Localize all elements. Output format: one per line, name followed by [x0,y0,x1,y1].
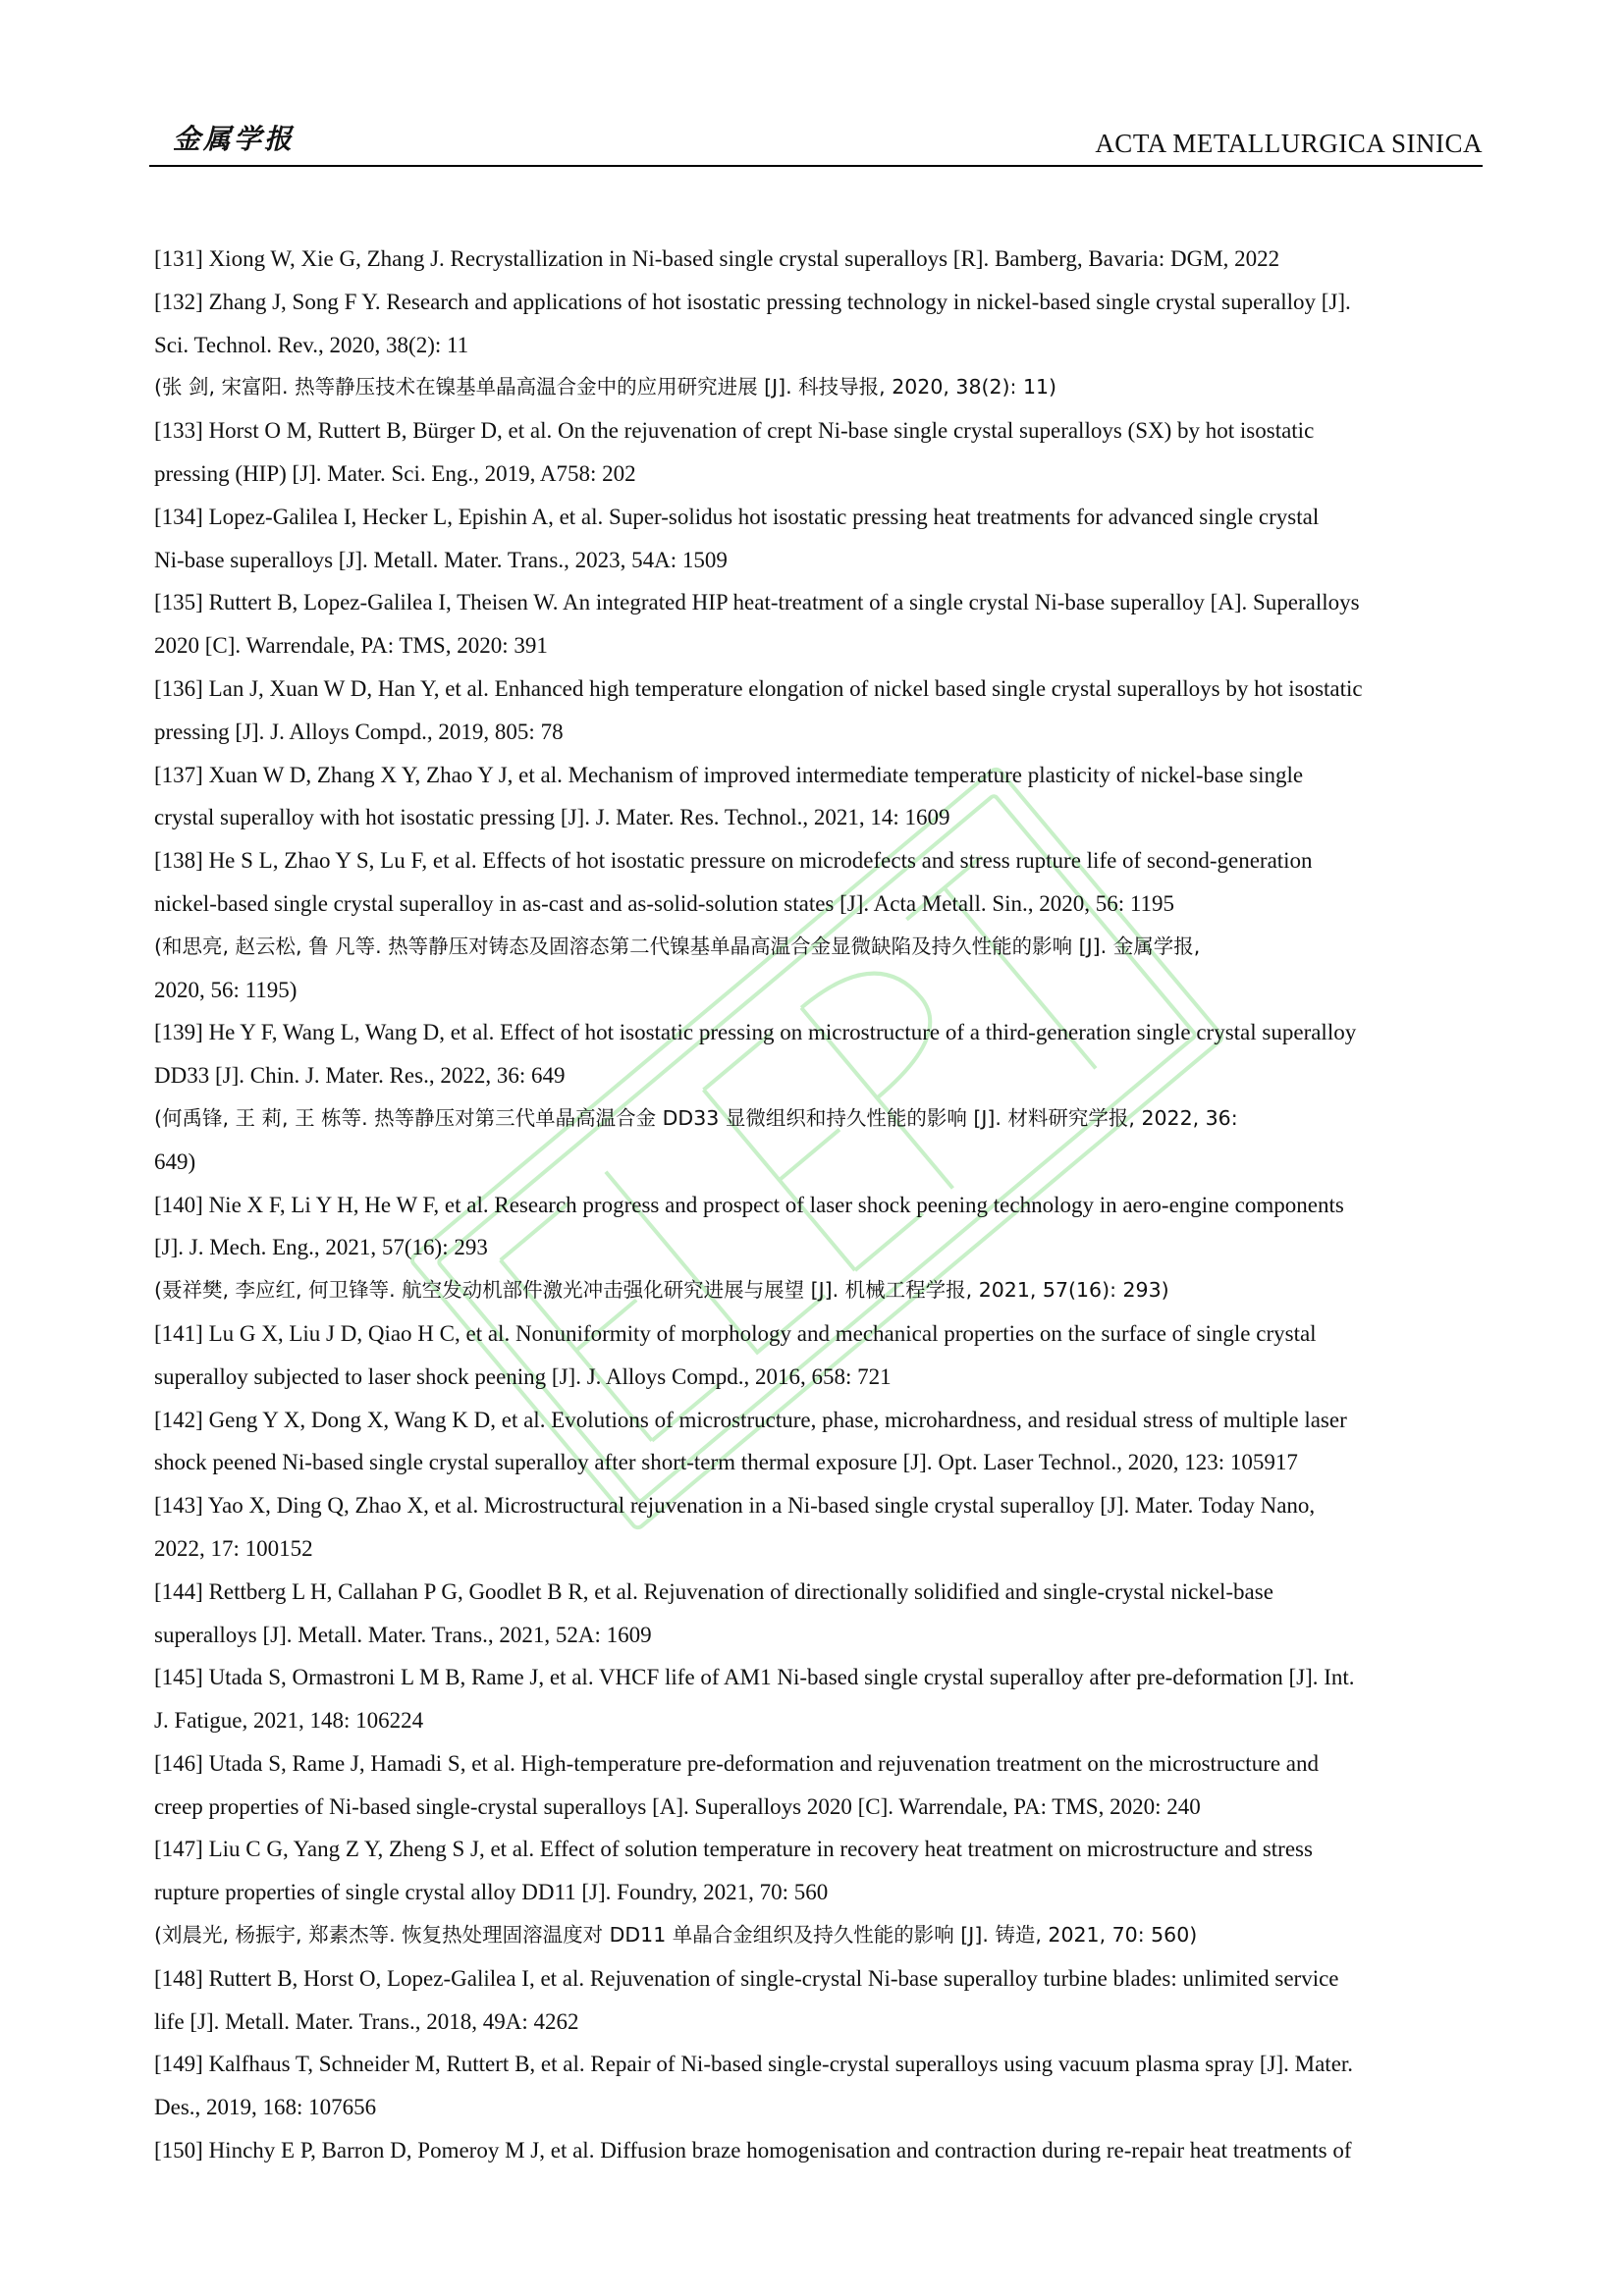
reference-line: [136] Lan J, Xuan W D, Han Y, et al. Enhanced high temperature elongation of nickel based single crystal superalloys by hot isostatic [154,675,1363,701]
running-header [149,114,1483,167]
reference-line: [149] Kalfhaus T, Schneider M, Ruttert B, et al. Repair of Ni-based single-crystal superalloys using vacuum plasma spray [J]. Mater. [154,2052,1354,2077]
reference-line: crystal superalloy with hot isostatic pressing [J]. J. Mater. Res. Technol., 2021, 14: 1609 [154,805,950,830]
journal-logo-cn: 金属学报 [173,123,296,155]
reference-line: [142] Geng Y X, Dong X, Wang K D, et al. Evolutions of microstructure, phase, microhardness, and residual stress of multiple laser [154,1407,1347,1432]
reference-143 [154,1484,1479,1571]
reference-146 [154,1742,1479,1829]
reference-line: 2020 [C]. Warrendale, PA: TMS, 2020: 391 [154,633,548,659]
reference-chinese: (聂祥樊, 李应红, 何卫锋等. 航空发动机部件激光冲击强化研究进展与展望 [J]. 机械工程学报, 2021, 57(16): 293) [154,1278,1169,1303]
reference-147 [154,1828,1479,1956]
reference-line: J. Fatigue, 2021, 148: 106224 [154,1708,424,1734]
reference-132 [154,281,1479,409]
reference-chinese: (何禹锋, 王 莉, 王 栋等. 热等静压对第三代单晶高温合金 DD33 显微组织和持久性能的影响 [J]. 材料研究学报, 2022, 36: [154,1105,1238,1130]
reference-chinese: (张 剑, 宋富阳. 热等静压技术在镍基单晶高温合金中的应用研究进展 [J]. 科技导报, 2020, 38(2): 11) [154,375,1057,400]
reference-line: [147] Liu C G, Yang Z Y, Zheng S J, et al. Effect of solution temperature in recovery heat treatment on microstructure and stress [154,1837,1313,1862]
reference-line: [143] Yao X, Ding Q, Zhao X, et al. Microstructural rejuvenation in a Ni-based single crystal superalloy [J]. Mater. Today Nano, [154,1493,1316,1519]
reference-145 [154,1656,1479,1742]
reference-line: [150] Hinchy E P, Barron D, Pomeroy M J, et al. Diffusion braze homogenisation and contraction during re-repair heat treatments of [154,2138,1352,2163]
reference-134 [154,496,1479,582]
reference-chinese-cont: 2020, 56: 1195) [154,977,298,1002]
reference-chinese: (和思亮, 赵云松, 鲁 凡等. 热等静压对铸态及固溶态第二代镍基单晶高温合金显微缺陷及持久性能的影响 [J]. 金属学报, [154,934,1201,958]
reference-line: superalloy subjected to laser shock peening [J]. J. Alloys Compd., 2016, 658: 721 [154,1363,892,1389]
reference-139 [154,1011,1479,1183]
reference-line: pressing [J]. J. Alloys Compd., 2019, 805: 78 [154,719,564,744]
reference-line: [145] Utada S, Ormastroni L M B, Rame J, et al. VHCF life of AM1 Ni-based single crystal superalloy after pre-deformation [J]. Int. [154,1665,1355,1690]
reference-line: [132] Zhang J, Song F Y. Research and applications of hot isostatic pressing technology in nickel-based single crystal superalloy [J]. [154,289,1351,314]
reference-line: [144] Rettberg L H, Callahan P G, Goodlet B R, et al. Rejuvenation of directionally solidified and single-crystal nickel-base [154,1578,1273,1604]
reference-line: [138] He S L, Zhao Y S, Lu F, et al. Effects of hot isostatic pressure on microdefects and stress rupture life of second-generation [154,848,1313,874]
reference-line: [140] Nie X F, Li Y H, He W F, et al. Research progress and prospect of laser shock peening technology in aero-engine components [154,1192,1344,1217]
reference-144 [154,1571,1479,1657]
reference-150 [154,2129,1479,2172]
reference-line: superalloys [J]. Metall. Mater. Trans., 2021, 52A: 1609 [154,1622,652,1647]
reference-line: [134] Lopez-Galilea I, Hecker L, Epishin A, et al. Super-solidus hot isostatic pressing heat treatments for advanced single crystal [154,504,1320,529]
reference-140 [154,1184,1479,1312]
reference-line: creep properties of Ni-based single-crystal superalloys [A]. Superalloys 2020 [C]. Warrendale, PA: TMS, 2020: 240 [154,1793,1201,1819]
reference-148 [154,1957,1479,2044]
reference-line: [133] Horst O M, Ruttert B, Bürger D, et al. On the rejuvenation of crept Ni-base single crystal superalloys (SX) by hot isostatic [154,418,1315,444]
reference-line: pressing (HIP) [J]. Mater. Sci. Eng., 2019, A758: 202 [154,460,636,486]
reference-149 [154,2043,1479,2129]
reference-line: Ni-base superalloys [J]. Metall. Mater. Trans., 2023, 54A: 1509 [154,547,728,572]
reference-line: nickel-based single crystal superalloy in as-cast and as-solid-solution states [J]. Acta Metall. Sin., 2020, 56: 1195 [154,890,1175,916]
reference-line: [146] Utada S, Rame J, Hamadi S, et al. High-temperature pre-deformation and rejuvenation treatment on the microstructure and [154,1750,1320,1776]
reference-line: [135] Ruttert B, Lopez-Galilea I, Theisen W. An integrated HIP heat-treatment of a single crystal Ni-base superalloy [A]. Superalloys [154,590,1360,615]
reference-line: Sci. Technol. Rev., 2020, 38(2): 11 [154,332,469,357]
reference-line: [141] Lu G X, Liu J D, Qiao H C, et al. Nonuniformity of morphology and mechanical properties on the surface of single crystal [154,1320,1317,1346]
reference-line: [131] Xiong W, Xie G, Zhang J. Recrystallization in Ni-based single crystal superalloys [R]. Bamberg, Bavaria: DGM, 2022 [154,246,1280,271]
reference-chinese: (刘晨光, 杨振宇, 郑素杰等. 恢复热处理固溶温度对 DD11 单晶合金组织及持久性能的影响 [J]. 铸造, 2021, 70: 560) [154,1923,1198,1948]
reference-line: [139] He Y F, Wang L, Wang D, et al. Effect of hot isostatic pressing on microstructure of a third-generation single crystal superalloy [154,1020,1357,1045]
reference-138 [154,839,1479,1011]
reference-line: DD33 [J]. Chin. J. Mater. Res., 2022, 36: 649 [154,1063,566,1089]
reference-133 [154,409,1479,496]
reference-line: rupture properties of single crystal alloy DD11 [J]. Foundry, 2021, 70: 560 [154,1880,829,1905]
reference-142 [154,1399,1479,1485]
reference-131 [154,238,1479,281]
reference-136 [154,667,1479,754]
reference-line: life [J]. Metall. Mater. Trans., 2018, 49A: 4262 [154,2008,579,2034]
reference-line: [J]. J. Mech. Eng., 2021, 57(16): 293 [154,1235,488,1260]
reference-line: shock peened Ni-based single crystal superalloy after short-term thermal exposure [J]. Opt. Laser Technol., 2020, 123: 105917 [154,1450,1298,1475]
reference-list [154,238,1479,2172]
reference-line: [148] Ruttert B, Horst O, Lopez-Galilea I, et al. Rejuvenation of single-crystal Ni-base superalloy turbine blades: unlimited service [154,1965,1339,1991]
reference-135 [154,581,1479,667]
reference-137 [154,754,1479,840]
reference-line: [137] Xuan W D, Zhang X Y, Zhao Y J, et al. Mechanism of improved intermediate temperature plasticity of nickel-base single [154,762,1304,787]
reference-line: Des., 2019, 168: 107656 [154,2095,377,2120]
reference-141 [154,1312,1479,1399]
reference-chinese-cont: 649) [154,1148,196,1174]
reference-line: 2022, 17: 100152 [154,1535,313,1561]
journal-title-en: ACTA METALLURGICA SINICA [1095,129,1483,158]
